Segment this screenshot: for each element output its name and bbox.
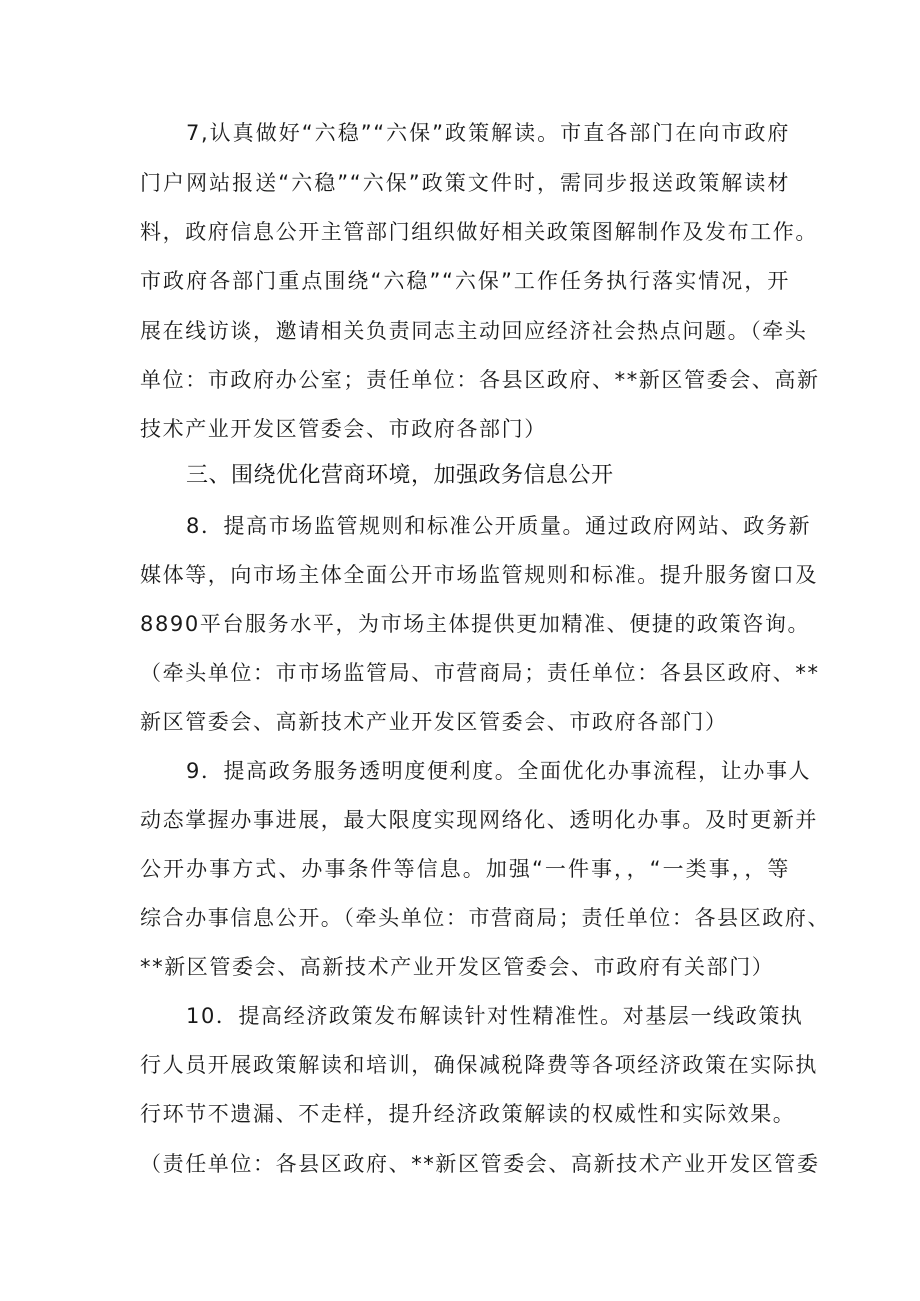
text-line: 8890平台服务水平，为市场主体提供更加精准、便捷的政策咨询。 bbox=[140, 612, 811, 636]
text-line: 8．提高市场监管规则和标准公开质量。通过政府网站、政务新 bbox=[186, 514, 812, 538]
text-line: 料，政府信息公开主管部门组织做好相关政策图解制作及发布工作。 bbox=[140, 220, 818, 244]
text-line: 展在线访谈，邀请相关负责同志主动回应经济社会热点问题。（牵头 bbox=[140, 319, 808, 343]
text-line: **新区管委会、高新技术产业开发区管委会、市政府有关部门） bbox=[140, 955, 775, 979]
text-line: 动态掌握办事进展，最大限度实现网络化、透明化办事。及时更新并 bbox=[140, 808, 818, 832]
text-line: 门户网站报送“六稳”“六保”政策文件时，需同步报送政策解读材 bbox=[140, 171, 790, 195]
text-line: 9．提高政务服务透明度便利度。全面优化办事流程，让办事人 bbox=[186, 759, 812, 783]
text-line: （牵头单位：市市场监管局、市营商局；责任单位：各县区政府、** bbox=[140, 661, 820, 685]
text-line: 行环节不遗漏、不走样，提升经济政策解读的权威性和实际效果。 bbox=[140, 1102, 796, 1126]
text-line: （责任单位：各县区政府、**新区管委会、高新技术产业开发区管委 bbox=[140, 1152, 820, 1176]
text-line: 综合办事信息公开。（牵头单位：市营商局；责任单位：各县区政府、 bbox=[140, 906, 831, 930]
text-line: 市政府各部门重点围绕“六稳”“六保”工作任务执行落实情况，开 bbox=[140, 269, 790, 293]
text-line: 媒体等，向市场主体全面公开市场监管规则和标准。提升服务窗口及 bbox=[140, 563, 818, 587]
text-line: 公开办事方式、办事条件等信息。加强“一件事，，“一类事，，等 bbox=[140, 857, 790, 881]
text-line: 7,认真做好“六稳”“六保”政策解读。市直各部门在向市政府 bbox=[186, 121, 790, 145]
text-line: 技术产业开发区管委会、市政府各部门） bbox=[140, 417, 547, 441]
text-line: 单位：市政府办公室；责任单位：各县区政府、**新区管委会、高新 bbox=[140, 368, 820, 392]
section-heading: 三、围绕优化营商环境，加强政务信息公开 bbox=[186, 463, 614, 488]
text-line: 10．提高经济政策发布解读针对性精准性。对基层一线政策执 bbox=[186, 1004, 804, 1028]
text-line: 行人员开展政策解读和培训，确保减税降费等各项经济政策在实际执 bbox=[140, 1053, 818, 1077]
text-line: 新区管委会、高新技术产业开发区管委会、市政府各部门） bbox=[140, 710, 728, 734]
